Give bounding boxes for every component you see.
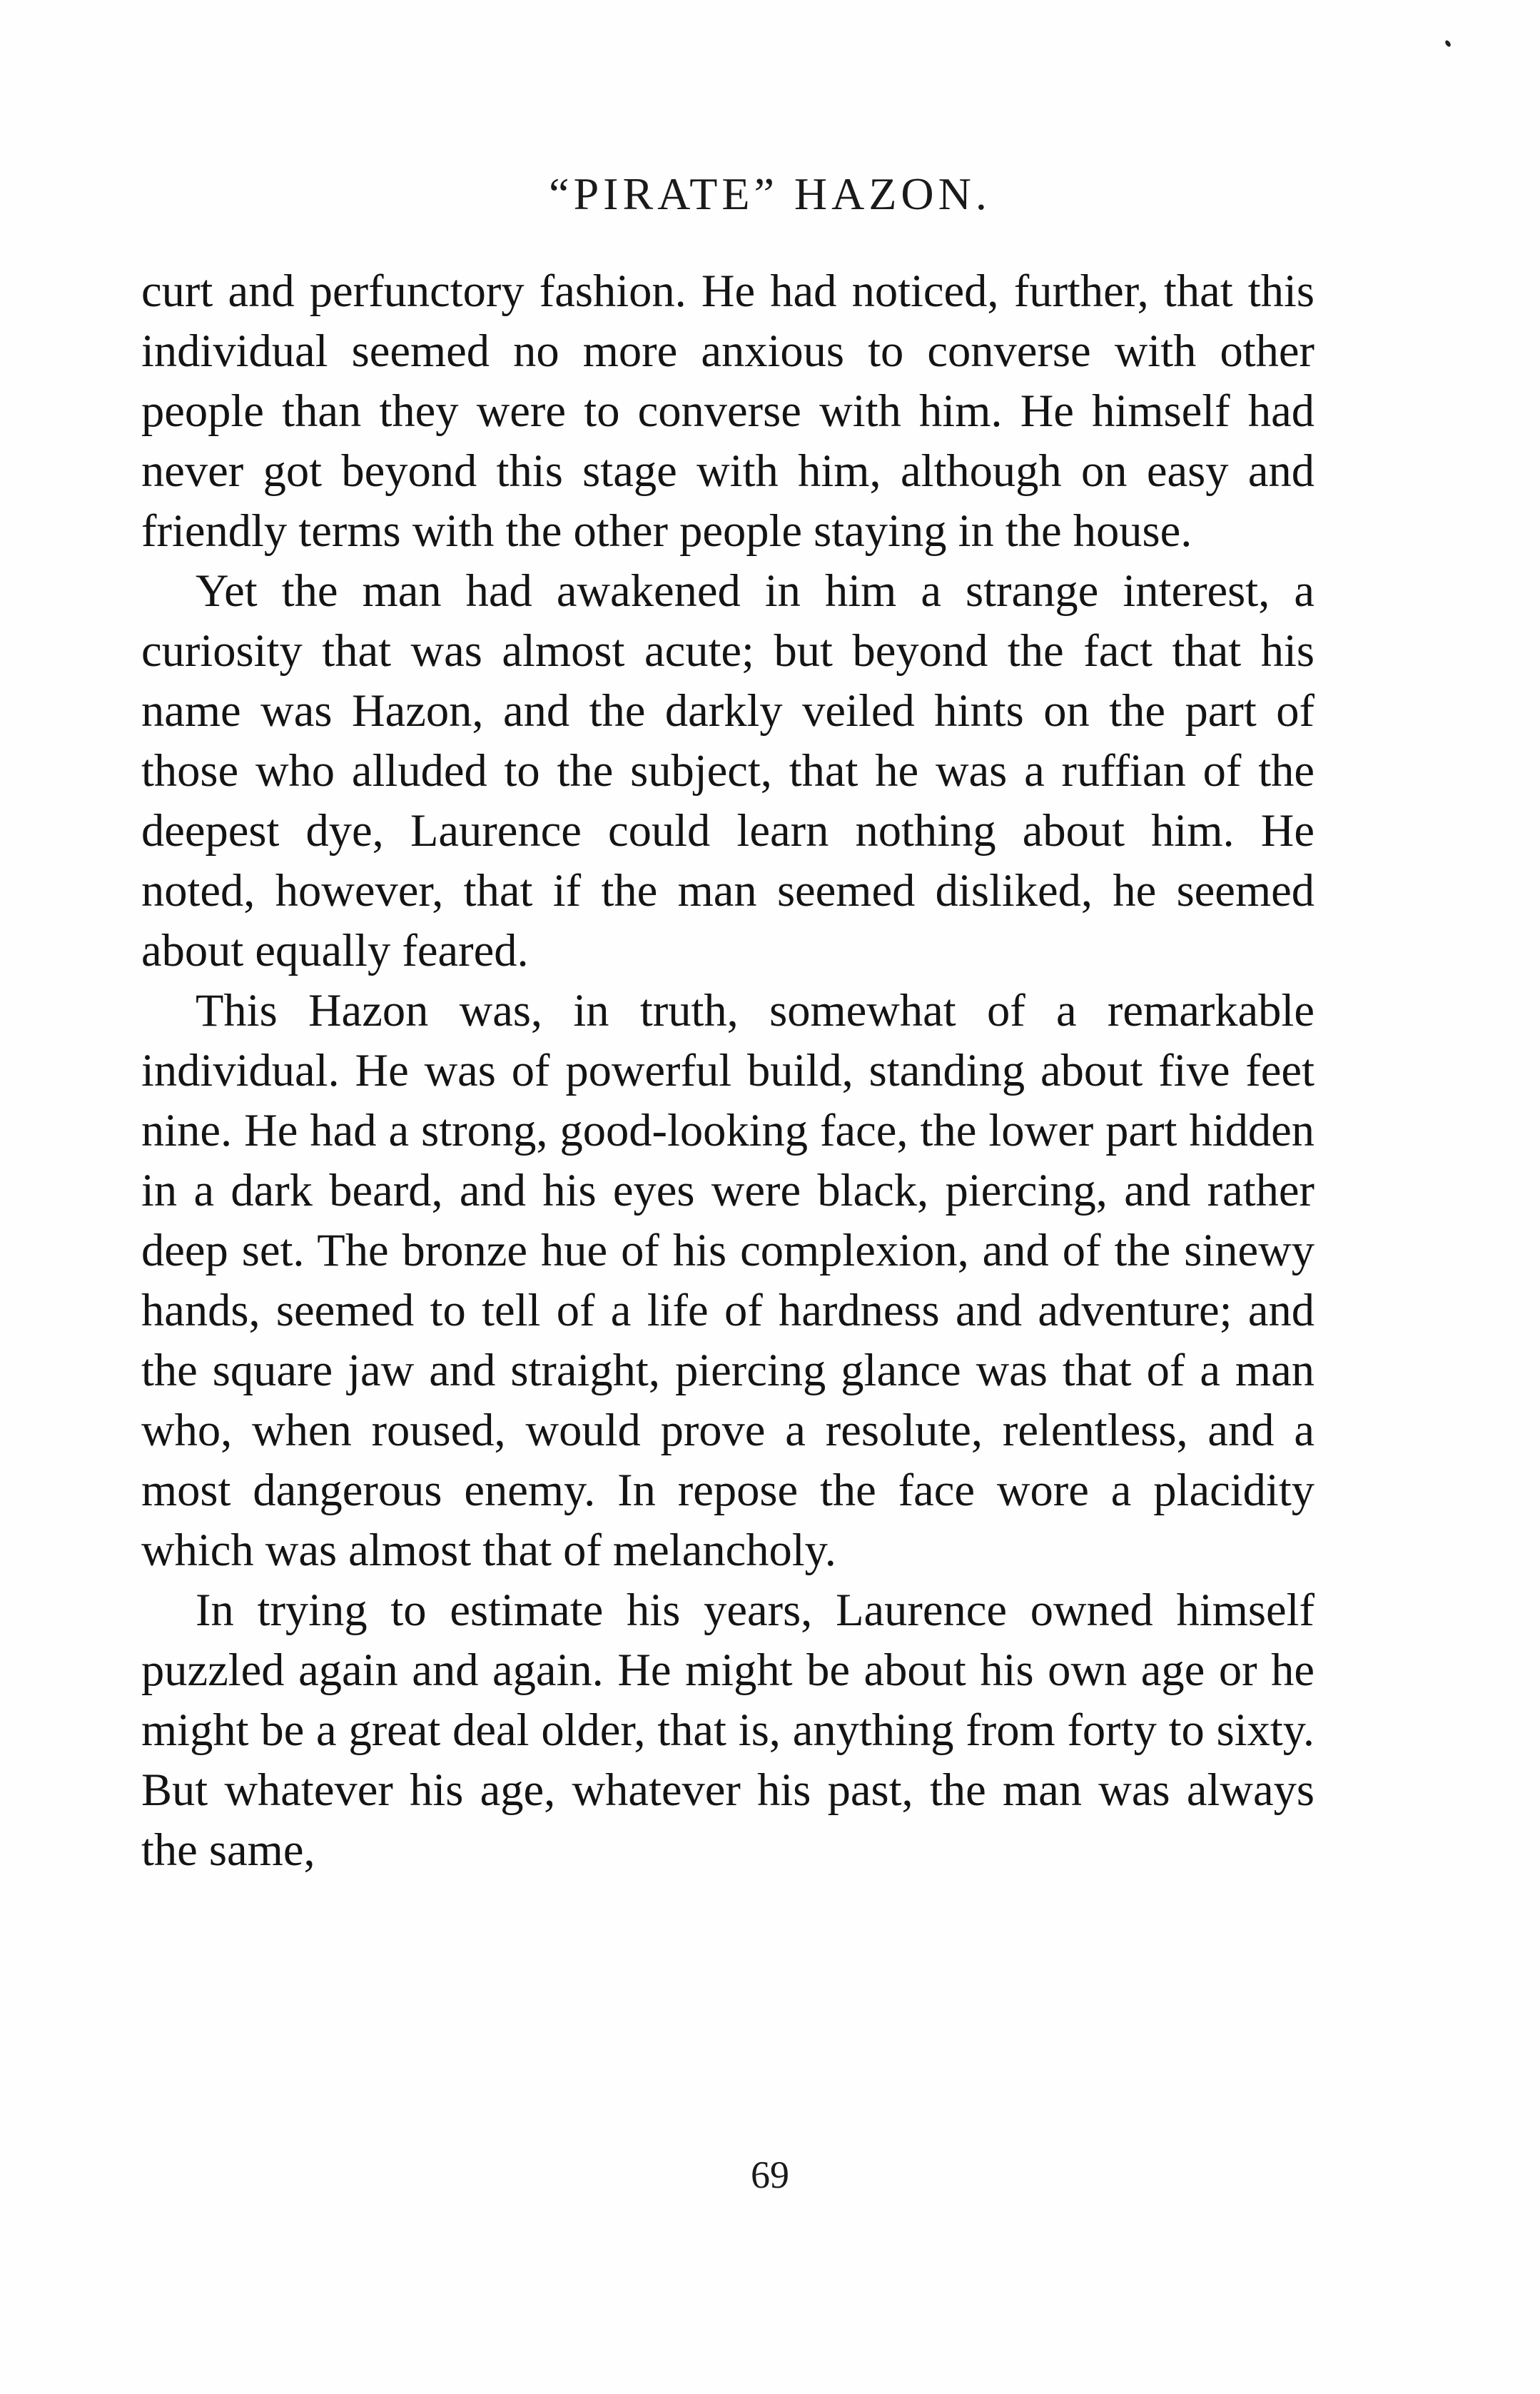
ink-speck	[1444, 39, 1452, 48]
paragraph-2: Yet the man had awakened in him a strange interest, a curiosity that was almost acute; but beyond the fact that his name was Hazon, and the darkly veiled hints on the part of those who alluded to the subject, that he was a ruffian of the deepest dye, Laurence could learn nothing about him. He noted, however, that if the man seemed disliked, he seemed about equally feared.	[141, 565, 1314, 976]
running-head: “PIRATE” HAZON.	[549, 168, 991, 219]
paragraph-3: This Hazon was, in truth, somewhat of a remarkable individual. He was of powerful build, standing about five feet nine. He had a strong, good-looking face, the lower part hidden in a dark beard, and his eyes were black, piercing, and rather deep set. The bronze hue of his complexion, and of the sinewy hands, seemed to tell of a life of hardness and adventure; and the square jaw and straight, piercing glance was that of a man who, when roused, would prove a resolute, relentless, and a most dangerous enemy. In repose the face wore a placidity which was almost that of melancholy.	[141, 985, 1314, 1575]
body-text	[141, 261, 1314, 1880]
paragraph-1: curt and perfunctory fashion. He had noticed, further, that this individual seemed no more anxious to converse with other people than they were to converse with him. He himself had never got beyond this stage with him, although on easy and friendly terms with the other people staying in the house.	[141, 266, 1314, 556]
page-number: 69	[751, 2153, 789, 2196]
paragraph-4: In trying to estimate his years, Laurence owned himself puzzled again and again. He might be about his own age or he might be a great deal older, that is, anything from forty to sixty. But whatever his age, whatever his past, the man was always the same,	[141, 1585, 1314, 1875]
